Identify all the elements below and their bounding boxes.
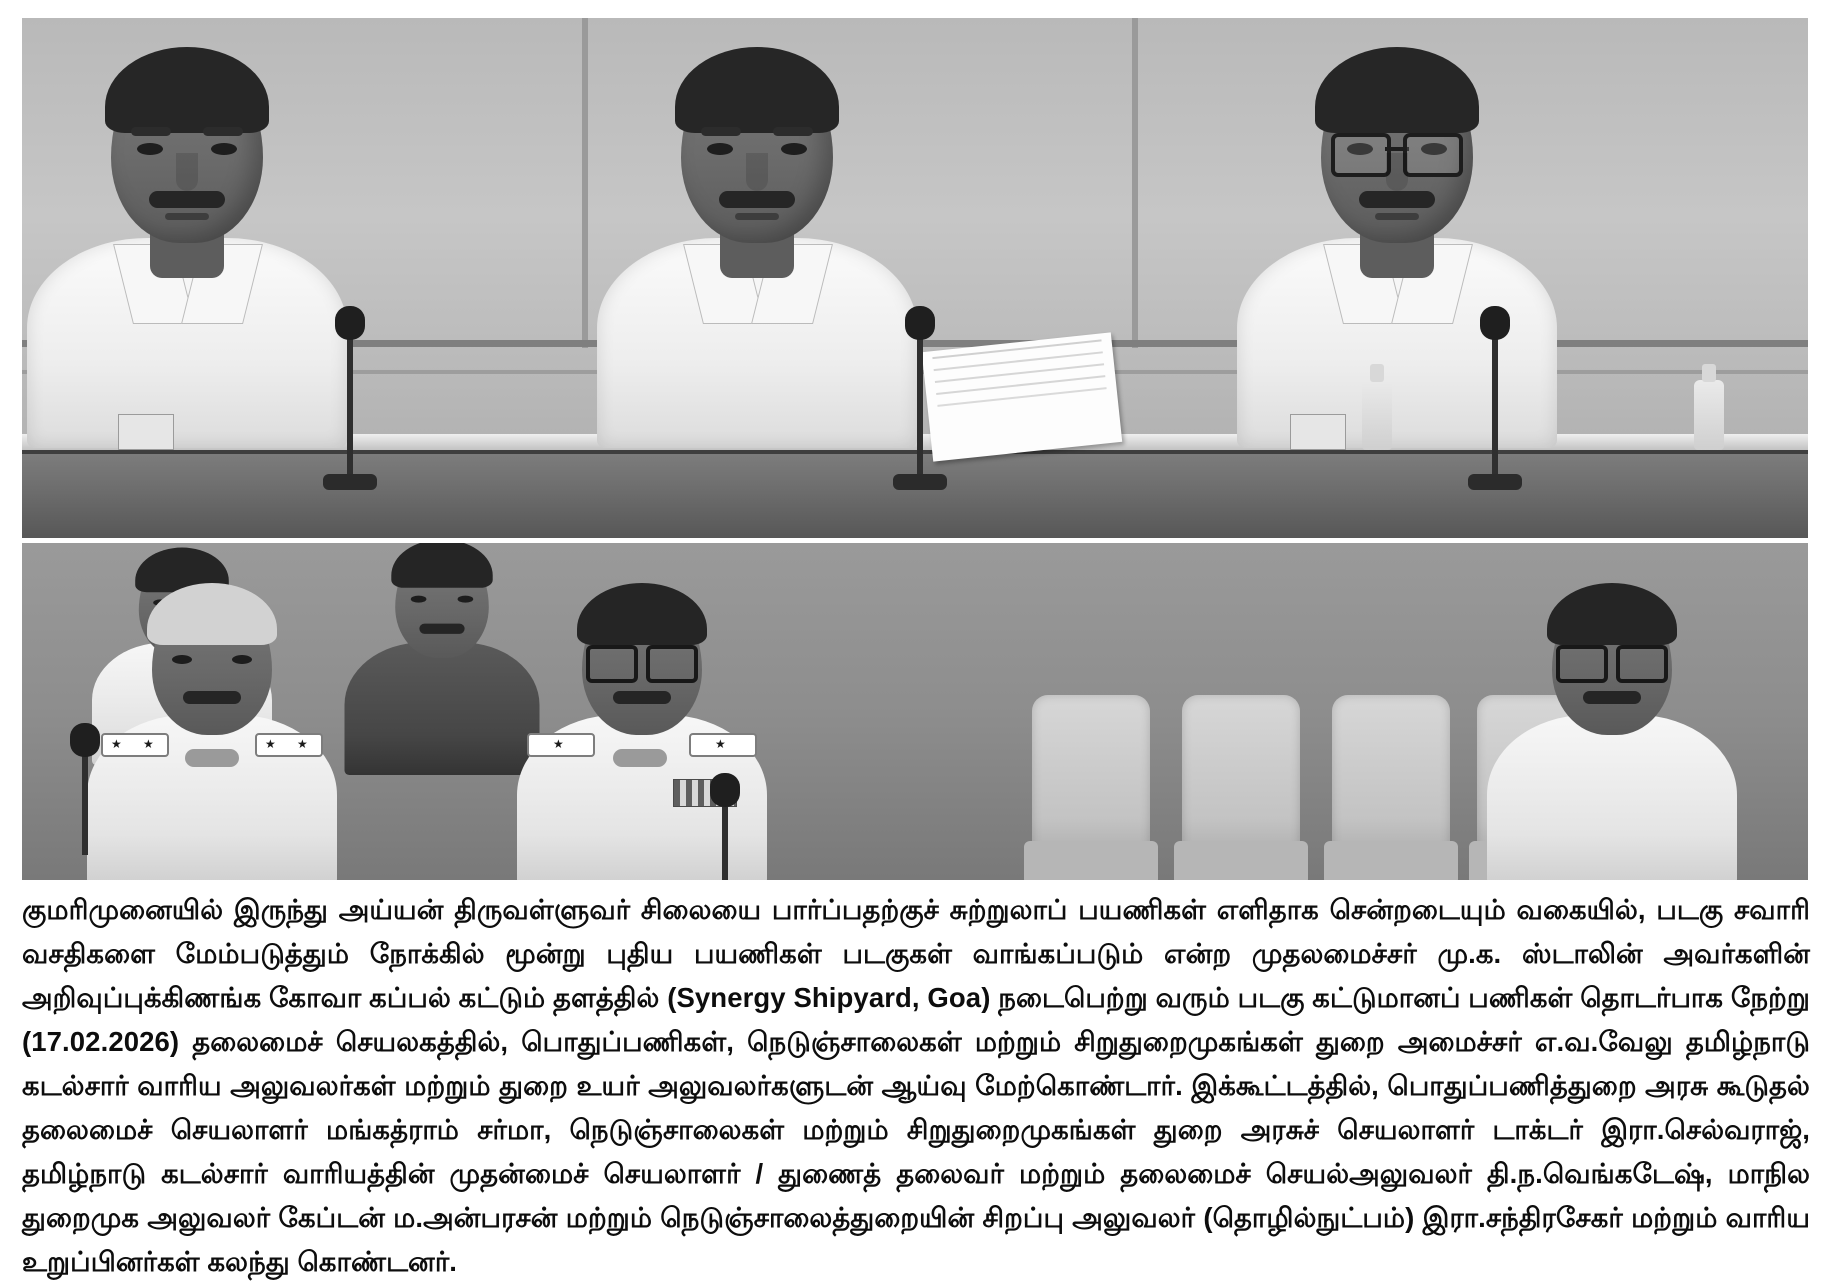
eyebrow-right <box>773 127 813 136</box>
rank-star: ★ <box>297 737 308 751</box>
wall-seam-vertical-left <box>582 18 588 348</box>
uniform-badge <box>613 749 667 767</box>
head <box>111 53 263 243</box>
nose <box>746 153 768 191</box>
nose <box>176 153 198 191</box>
epaulette-right <box>255 733 323 757</box>
head <box>1552 587 1672 735</box>
chair-seat <box>1024 841 1158 880</box>
desk-nameplate-left <box>118 414 174 450</box>
head <box>152 587 272 735</box>
microphone-left <box>347 328 353 478</box>
photo-caption <box>22 888 1810 1284</box>
nose <box>1386 153 1408 191</box>
photo-block <box>22 18 1808 880</box>
rank-star: ★ <box>143 737 154 751</box>
rank-star: ★ <box>715 737 726 751</box>
chair-seat <box>1174 841 1308 880</box>
mouth <box>1375 213 1419 220</box>
microphone-audience-center <box>722 795 728 880</box>
rank-star: ★ <box>111 737 122 751</box>
chair-empty-2 <box>1182 695 1300 880</box>
eye-right <box>211 143 237 155</box>
torso <box>345 642 540 775</box>
chair-empty-3 <box>1332 695 1450 880</box>
moustache <box>149 191 225 208</box>
eyeglasses-bridge <box>1385 147 1409 151</box>
caption-text: குமரிமுனையில் இருந்து அய்யன் திருவள்ளுவர் சிலையை பார்ப்பதற்குச் சுற்றுலாப் பயணிகள் எளிதாக சென்றடையும் வகையில், படகு சவாரி வசதிகளை மேம்படுத்தும் நோக்கில் மூன்று புதிய பயணிகள் படகுகள் வாங்கப்படும் என்ற முதலமைச்சர் மு.க. ஸ்டாலின் அவர்களின் அறிவுப்புக்கிணங்க கோவா கப்பல் கட்டும் தளத்தில் (Synergy Shipyard, Goa) நடைபெற்று வரும் படகு கட்டுமானப் பணிகள் தொடர்பாக நேற்று (17.02.2026) தலைமைச் செயலகத்தில், பொதுப்பணிகள், நெடுஞ்சாலைகள் மற்றும் சிறுதுறைமுகங்கள் துறை அமைச்சர் எ.வ.வேலு தமிழ்நாடு கடல்சார் வாரிய அலுவலர்கள் மற்றும் துறை உயர் அலுவலர்களுடன் ஆய்வு மேற்கொண்டார். இக்கூட்டத்தில், பொதுப்பணித்துறை அரசு கூடுதல் தலைமைச் செயலாளர் மங்கத்ராம் சர்மா, நெடுஞ்சாலைகள் மற்றும் சிறுதுறைமுகங்கள் துறை அரசுச் செயலாளர் டாக்டர் இரா.செல்வராஜ், தமிழ்நாடு கடல்சார் வாரியத்தின் முதன்மைச் செயலாளர் / துணைத் தலைவர் மற்றும் தலைமைச் செயல்அலுவலர் தி.ந.வெங்கடேஷ், மாநில துறைமுக அலுவலர் கேப்டன் ம.அன்பரசன் மற்றும் நெடுஞ்சாலைத்துறையின் சிறப்பு அலுவலர் (தொழில்நுட்பம்) இரா.சந்திரசேகர் மற்றும் வாரிய உறுப்பினர்கள் கலந்து கொண்டனர். <box>22 894 1810 1277</box>
eye-right <box>232 655 252 664</box>
mouth <box>735 213 779 220</box>
eyebrow-right <box>203 127 243 136</box>
torso <box>87 715 337 880</box>
hair <box>1547 583 1677 645</box>
hair <box>675 47 839 133</box>
uniform-badge <box>185 749 239 767</box>
mouth <box>165 213 209 220</box>
torso <box>1487 715 1737 880</box>
head <box>395 543 489 658</box>
eyebrow-left <box>131 127 171 136</box>
eye-left <box>411 596 427 603</box>
microphone-right <box>1492 328 1498 478</box>
dais-desk <box>22 450 1808 538</box>
microphone-base-right <box>1468 474 1522 490</box>
rank-star: ★ <box>553 737 564 751</box>
microphone-center <box>917 328 923 478</box>
moustache <box>1359 191 1435 208</box>
chair-seat <box>1324 841 1458 880</box>
hair <box>1315 47 1479 133</box>
hair <box>391 539 492 587</box>
moustache <box>613 691 671 704</box>
eyeglasses-icon <box>1554 645 1670 679</box>
photo-top-panel <box>22 18 1808 538</box>
eye-right <box>781 143 807 155</box>
moustache <box>1583 691 1641 704</box>
eye-right <box>458 596 474 603</box>
eye-left <box>707 143 733 155</box>
moustache <box>183 691 241 704</box>
epaulette-left <box>101 733 169 757</box>
microphone-audience-left <box>82 745 88 855</box>
hair <box>577 583 707 645</box>
rank-star: ★ <box>265 737 276 751</box>
eye-left <box>172 655 192 664</box>
eye-left <box>137 143 163 155</box>
moustache <box>419 624 464 634</box>
photo-bottom-panel <box>22 538 1808 880</box>
water-bottle-secondary <box>1362 380 1392 450</box>
chair-empty-1 <box>1032 695 1150 880</box>
microphone-base-left <box>323 474 377 490</box>
moustache <box>719 191 795 208</box>
hair <box>105 47 269 133</box>
head <box>681 53 833 243</box>
epaulette-right <box>689 733 757 757</box>
desk-nameplate-right <box>1290 414 1346 450</box>
microphone-base-center <box>893 474 947 490</box>
held-papers <box>922 332 1122 461</box>
head <box>1321 53 1473 243</box>
epaulette-left <box>527 733 595 757</box>
water-bottle <box>1694 380 1724 450</box>
eyeglasses-icon <box>584 645 700 679</box>
eyebrow-left <box>701 127 741 136</box>
head <box>582 587 702 735</box>
wall-seam-vertical-right <box>1132 18 1138 348</box>
